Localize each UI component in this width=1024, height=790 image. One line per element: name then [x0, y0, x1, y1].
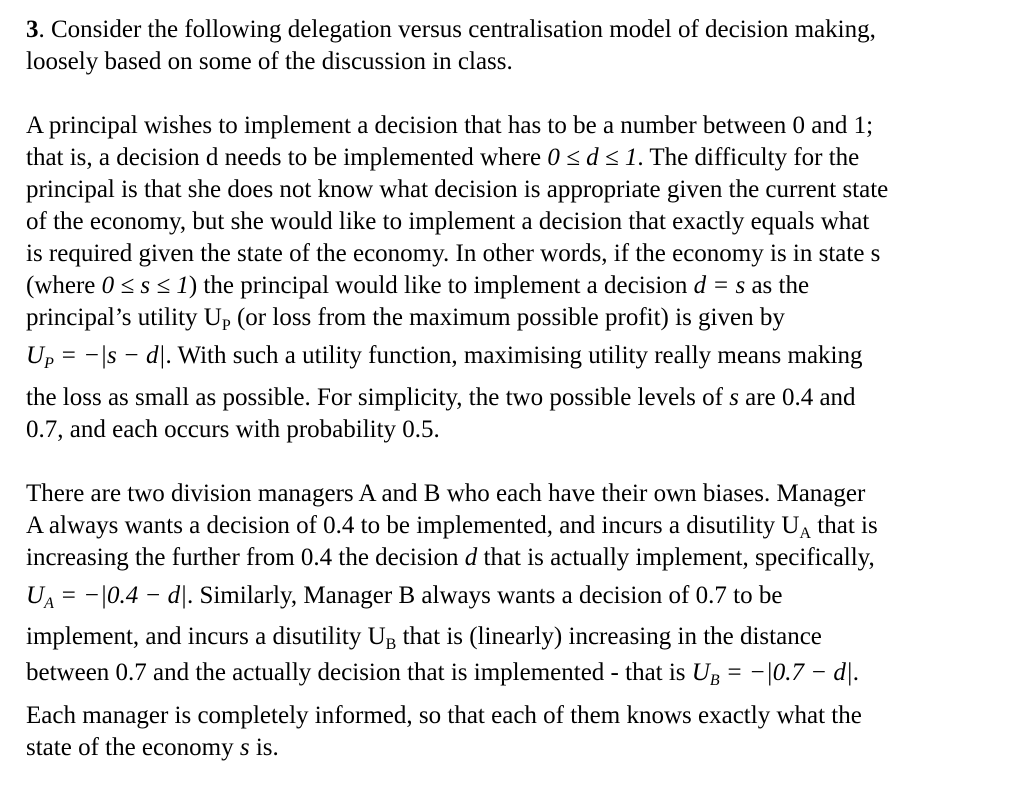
intro-text-1: . Consider the following delegation versus centralisation model of decision making,: [38, 16, 876, 43]
para1-line-6-text: (where: [26, 272, 102, 299]
para2-line-4: [26, 580, 782, 620]
formula-rest: = −|0.4 − d|: [53, 582, 187, 609]
formula-rest: = −|s − d|: [53, 342, 166, 369]
para1-line-3: principal is that she does not know what decision is appropriate given the current state: [26, 176, 889, 203]
formula-u: U: [26, 582, 45, 609]
principal-subscript: P: [221, 317, 231, 334]
para1-line-7-text-b: (or loss from the maximum possible profit) is given by: [230, 304, 785, 331]
formula-u: U: [26, 342, 45, 369]
para2-line-4-text: . Similarly, Manager B always wants a decision of 0.7 to be: [186, 582, 783, 609]
formula-sub: B: [709, 672, 720, 689]
para1-line-7: [26, 302, 785, 342]
para1-line-4: of the economy, but she would like to implement a decision that exactly equals what: [26, 208, 870, 235]
manager-a-utility-formula: [26, 582, 187, 612]
para1-line-6-text-b: ) the principal would like to implement a decision: [188, 272, 694, 299]
para1-line-5: is required given the state of the economy. In other words, if the economy is in state s: [26, 240, 881, 267]
question-line-1: [26, 14, 876, 46]
question-line-2: [26, 46, 513, 78]
para2-line-2-text: A always wants a decision of 0.4 to be implemented, and incurs a disutility U: [26, 512, 800, 539]
decision-variable: d: [464, 544, 478, 571]
intro-text-2: loosely based on some of the discussion in class.: [26, 48, 513, 75]
state-variable: s: [729, 384, 739, 411]
para1-line-10: 0.7, and each occurs with probability 0.5.: [26, 416, 440, 443]
para1-line-1: A principal wishes to implement a decision that has to be a number between 0 and 1;: [26, 112, 874, 139]
para1-line-6-text-c: as the: [745, 272, 810, 299]
principal-utility-formula: [26, 342, 166, 372]
para1-line-9-text-b: are 0.4 and: [738, 384, 856, 411]
para1-line-2: [26, 142, 859, 174]
para2-line-1: There are two division managers A and B who each have their own biases. Manager: [26, 480, 866, 507]
para2-line-7: Each manager is completely informed, so that each of them knows exactly what the: [26, 702, 862, 729]
para1-line-8-text: . With such a utility function, maximising utility really means making: [165, 342, 863, 369]
para2-line-5-text-b: that is (linearly) increasing in the distance: [396, 623, 822, 650]
state-range-math: 0 ≤ s ≤ 1: [101, 272, 189, 299]
para2-line-6: [26, 657, 859, 697]
decision-range-math: 0 ≤ d ≤ 1: [547, 144, 638, 171]
para1-line-6: [26, 270, 809, 302]
para2-line-5-text: implement, and incurs a disutility U: [26, 623, 386, 650]
manager-a-subscript: A: [799, 525, 812, 542]
para1-line-2-text: that is, a decision d needs to be implemented where: [26, 144, 548, 171]
para2-line-6-text-b: .: [852, 659, 859, 686]
decision-equals-state-math: d = s: [693, 272, 746, 299]
para1-line-8: [26, 340, 862, 380]
para1-line-9-text: the loss as small as possible. For simplicity, the two possible levels of: [26, 384, 730, 411]
para2-line-6-text: between 0.7 and the actually decision that is implemented - that is: [26, 659, 692, 686]
para2-line-5: [26, 621, 822, 661]
formula-u: U: [691, 659, 710, 686]
para2-line-8-text: state of the economy: [26, 734, 240, 761]
formula-rest: = −|0.7 − d|: [719, 659, 853, 686]
para1-line-9: [26, 382, 856, 414]
para2-line-3: [26, 542, 875, 574]
manager-b-utility-formula: [691, 659, 853, 689]
formula-sub: A: [44, 595, 54, 612]
para2-line-3-text-b: that is actually implement, specifically,: [477, 544, 875, 571]
question-number: 3: [26, 16, 39, 43]
para2-line-8-text-b: is.: [249, 734, 279, 761]
formula-sub: P: [44, 355, 54, 372]
manager-b-subscript: B: [385, 636, 397, 653]
para2-line-3-text: increasing the further from 0.4 the decision: [26, 544, 465, 571]
state-variable: s: [239, 734, 250, 761]
para2-line-2-text-b: that is: [811, 512, 878, 539]
para1-line-7-text: principal’s utility U: [26, 304, 222, 331]
para1-line-2-text-b: . The difficulty for the: [637, 144, 860, 171]
para2-line-8: [26, 732, 279, 764]
